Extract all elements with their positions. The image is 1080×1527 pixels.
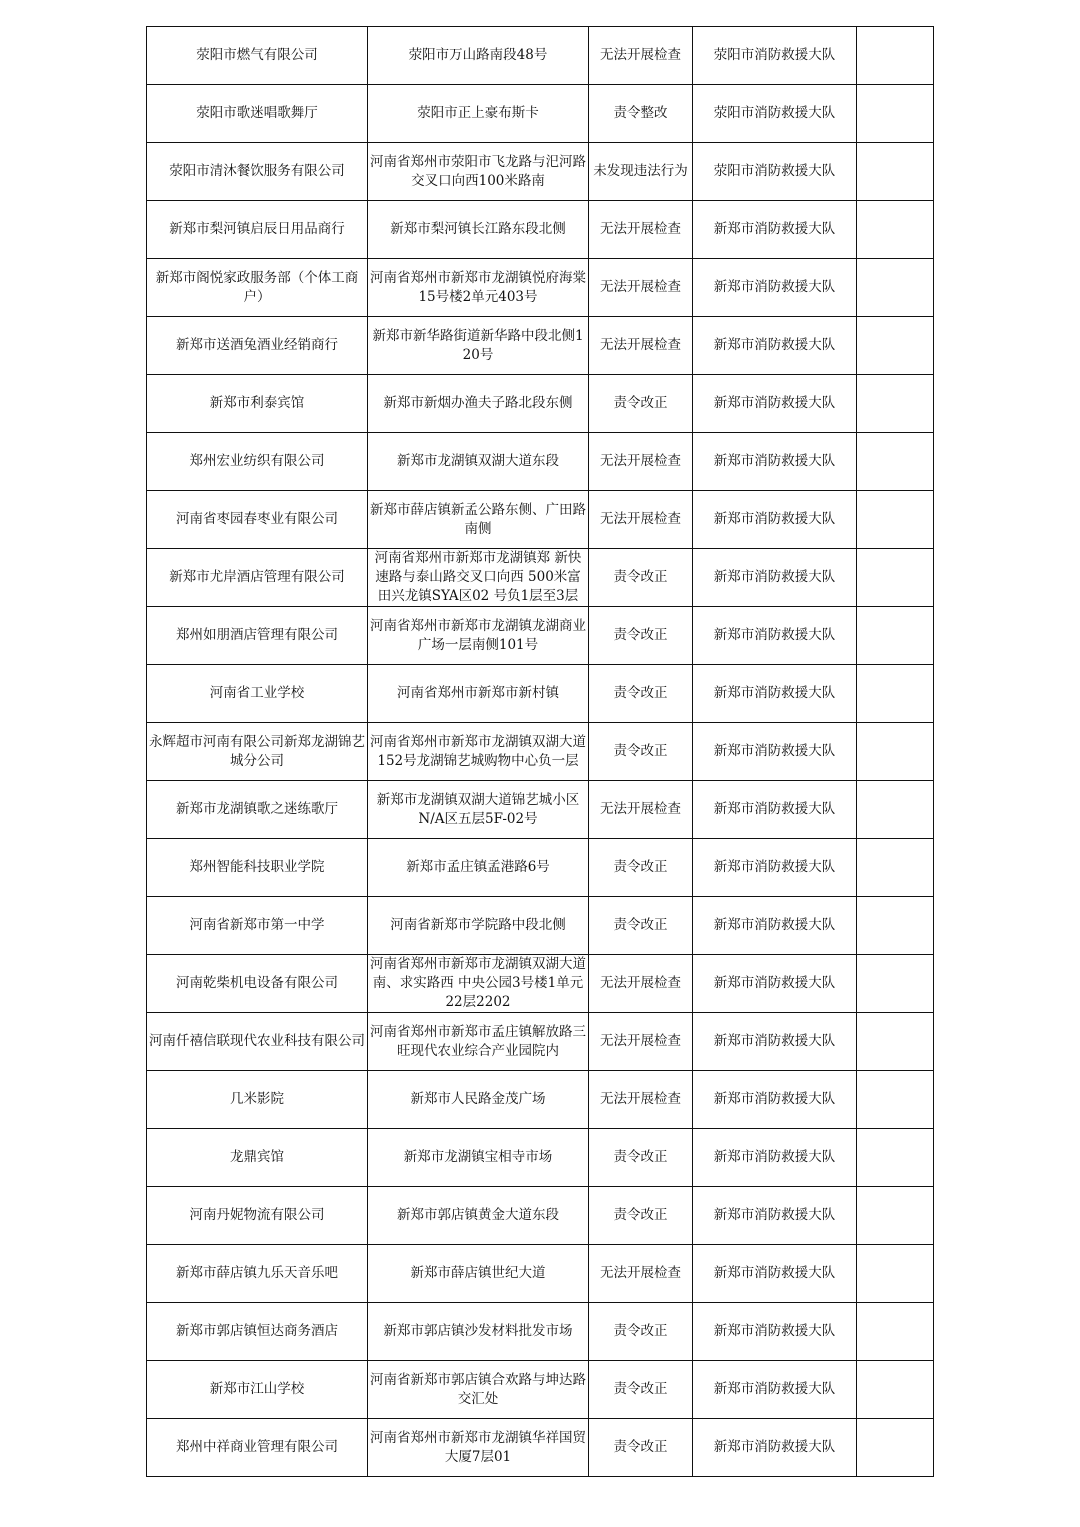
remark-cell — [857, 1187, 934, 1245]
table-row — [147, 1187, 934, 1245]
inspection-table — [146, 26, 934, 1477]
fire-brigade-cell: 新郑市消防救援大队 — [693, 375, 857, 433]
unit-name-cell: 郑州宏业纺织有限公司 — [147, 433, 368, 491]
address-cell: 新郑市龙湖镇宝相寺市场 — [368, 1129, 589, 1187]
remark-cell — [857, 1071, 934, 1129]
inspection-result-cell: 无法开展检查 — [589, 433, 693, 491]
remark-cell — [857, 781, 934, 839]
remark-cell — [857, 201, 934, 259]
unit-name-cell: 新郑市送酒兔酒业经销商行 — [147, 317, 368, 375]
remark-cell — [857, 955, 934, 1013]
table-row — [147, 1013, 934, 1071]
unit-name-cell: 郑州中祥商业管理有限公司 — [147, 1419, 368, 1477]
address-cell: 新郑市薛店镇新孟公路东侧、广田路南侧 — [368, 491, 589, 549]
inspection-result-cell: 责令改正 — [589, 375, 693, 433]
table-row — [147, 723, 934, 781]
table-row — [147, 897, 934, 955]
address-cell: 河南省郑州市新郑市孟庄镇解放路三旺现代农业综合产业园院内 — [368, 1013, 589, 1071]
inspection-result-cell: 责令改正 — [589, 897, 693, 955]
inspection-result-cell: 责令整改 — [589, 85, 693, 143]
table-row — [147, 549, 934, 607]
fire-brigade-cell: 新郑市消防救援大队 — [693, 317, 857, 375]
remark-cell — [857, 549, 934, 607]
inspection-result-cell: 责令改正 — [589, 549, 693, 607]
fire-brigade-cell: 荥阳市消防救援大队 — [693, 27, 857, 85]
inspection-result-cell: 无法开展检查 — [589, 27, 693, 85]
unit-name-cell: 郑州智能科技职业学院 — [147, 839, 368, 897]
remark-cell — [857, 665, 934, 723]
table-row — [147, 665, 934, 723]
fire-brigade-cell: 荥阳市消防救援大队 — [693, 85, 857, 143]
table-row — [147, 607, 934, 665]
unit-name-cell: 新郑市利泰宾馆 — [147, 375, 368, 433]
remark-cell — [857, 1245, 934, 1303]
table-row — [147, 1129, 934, 1187]
unit-name-cell: 新郑市龙湖镇歌之迷练歌厅 — [147, 781, 368, 839]
inspection-result-cell: 责令改正 — [589, 607, 693, 665]
table-row — [147, 781, 934, 839]
fire-brigade-cell: 新郑市消防救援大队 — [693, 1245, 857, 1303]
address-cell: 河南省郑州市新郑市龙湖镇悦府海棠15号楼2单元403号 — [368, 259, 589, 317]
table-row — [147, 27, 934, 85]
fire-brigade-cell: 新郑市消防救援大队 — [693, 259, 857, 317]
address-cell: 新郑市薛店镇世纪大道 — [368, 1245, 589, 1303]
unit-name-cell: 新郑市江山学校 — [147, 1361, 368, 1419]
remark-cell — [857, 723, 934, 781]
unit-name-cell: 荥阳市歌迷唱歌舞厅 — [147, 85, 368, 143]
inspection-result-cell: 无法开展检查 — [589, 491, 693, 549]
table-row — [147, 143, 934, 201]
fire-brigade-cell: 新郑市消防救援大队 — [693, 839, 857, 897]
fire-brigade-cell: 新郑市消防救援大队 — [693, 201, 857, 259]
address-cell: 河南省郑州市荥阳市飞龙路与汜河路交叉口向西100米路南 — [368, 143, 589, 201]
table-row — [147, 259, 934, 317]
unit-name-cell: 新郑市郭店镇恒达商务酒店 — [147, 1303, 368, 1361]
address-cell: 河南省郑州市新郑市龙湖镇龙湖商业广场一层南侧101号 — [368, 607, 589, 665]
unit-name-cell: 河南仟禧信联现代农业科技有限公司 — [147, 1013, 368, 1071]
address-cell: 河南省郑州市新郑市龙湖镇郑 新快速路与泰山路交叉口向西 500米富田兴龙镇SYA区02 号负1层至3层 — [368, 549, 589, 607]
inspection-result-cell: 责令改正 — [589, 1129, 693, 1187]
table-row — [147, 85, 934, 143]
fire-brigade-cell: 新郑市消防救援大队 — [693, 1129, 857, 1187]
inspection-result-cell: 责令改正 — [589, 1419, 693, 1477]
unit-name-cell: 荥阳市清沐餐饮服务有限公司 — [147, 143, 368, 201]
fire-brigade-cell: 新郑市消防救援大队 — [693, 781, 857, 839]
address-cell: 新郑市孟庄镇孟港路6号 — [368, 839, 589, 897]
fire-brigade-cell: 新郑市消防救援大队 — [693, 433, 857, 491]
unit-name-cell: 河南乾柴机电设备有限公司 — [147, 955, 368, 1013]
address-cell: 河南省郑州市新郑市龙湖镇双湖大道152号龙湖锦艺城购物中心负一层 — [368, 723, 589, 781]
inspection-result-cell: 责令改正 — [589, 665, 693, 723]
remark-cell — [857, 433, 934, 491]
fire-brigade-cell: 新郑市消防救援大队 — [693, 665, 857, 723]
unit-name-cell: 新郑市尤岸酒店管理有限公司 — [147, 549, 368, 607]
fire-brigade-cell: 新郑市消防救援大队 — [693, 549, 857, 607]
address-cell: 河南省郑州市新郑市龙湖镇双湖大道南、求实路西 中央公园3号楼1单元22层2202 — [368, 955, 589, 1013]
inspection-result-cell: 无法开展检查 — [589, 317, 693, 375]
table-row — [147, 491, 934, 549]
table-row — [147, 1303, 934, 1361]
address-cell: 新郑市梨河镇长江路东段北侧 — [368, 201, 589, 259]
remark-cell — [857, 491, 934, 549]
address-cell: 河南省新郑市学院路中段北侧 — [368, 897, 589, 955]
address-cell: 新郑市龙湖镇双湖大道锦艺城小区N/A区五层5F-02号 — [368, 781, 589, 839]
unit-name-cell: 河南省工业学校 — [147, 665, 368, 723]
fire-brigade-cell: 新郑市消防救援大队 — [693, 955, 857, 1013]
inspection-table-sheet — [146, 26, 933, 1477]
table-row — [147, 955, 934, 1013]
address-cell: 新郑市新烟办渔夫子路北段东侧 — [368, 375, 589, 433]
remark-cell — [857, 27, 934, 85]
unit-name-cell: 新郑市梨河镇启辰日用品商行 — [147, 201, 368, 259]
unit-name-cell: 荥阳市燃气有限公司 — [147, 27, 368, 85]
address-cell: 新郑市新华路街道新华路中段北侧120号 — [368, 317, 589, 375]
remark-cell — [857, 1361, 934, 1419]
unit-name-cell: 新郑市薛店镇九乐天音乐吧 — [147, 1245, 368, 1303]
table-row — [147, 1071, 934, 1129]
address-cell: 荥阳市万山路南段48号 — [368, 27, 589, 85]
unit-name-cell: 河南省枣园春枣业有限公司 — [147, 491, 368, 549]
fire-brigade-cell: 新郑市消防救援大队 — [693, 897, 857, 955]
address-cell: 河南省新郑市郭店镇合欢路与坤达路交汇处 — [368, 1361, 589, 1419]
inspection-result-cell: 责令改正 — [589, 723, 693, 781]
inspection-result-cell: 无法开展检查 — [589, 1013, 693, 1071]
remark-cell — [857, 607, 934, 665]
inspection-result-cell: 无法开展检查 — [589, 259, 693, 317]
address-cell: 河南省郑州市新郑市新村镇 — [368, 665, 589, 723]
address-cell: 新郑市郭店镇黄金大道东段 — [368, 1187, 589, 1245]
fire-brigade-cell: 荥阳市消防救援大队 — [693, 143, 857, 201]
unit-name-cell: 龙鼎宾馆 — [147, 1129, 368, 1187]
address-cell: 荥阳市正上豪布斯卡 — [368, 85, 589, 143]
fire-brigade-cell: 新郑市消防救援大队 — [693, 1071, 857, 1129]
unit-name-cell: 河南丹妮物流有限公司 — [147, 1187, 368, 1245]
address-cell: 新郑市人民路金茂广场 — [368, 1071, 589, 1129]
inspection-result-cell: 无法开展检查 — [589, 781, 693, 839]
address-cell: 新郑市龙湖镇双湖大道东段 — [368, 433, 589, 491]
fire-brigade-cell: 新郑市消防救援大队 — [693, 491, 857, 549]
unit-name-cell: 河南省新郑市第一中学 — [147, 897, 368, 955]
inspection-result-cell: 责令改正 — [589, 1187, 693, 1245]
unit-name-cell: 郑州如朋酒店管理有限公司 — [147, 607, 368, 665]
unit-name-cell: 永辉超市河南有限公司新郑龙湖锦艺城分公司 — [147, 723, 368, 781]
remark-cell — [857, 897, 934, 955]
table-row — [147, 433, 934, 491]
table-row — [147, 1361, 934, 1419]
table-row — [147, 1245, 934, 1303]
fire-brigade-cell: 新郑市消防救援大队 — [693, 1303, 857, 1361]
inspection-result-cell: 责令改正 — [589, 1361, 693, 1419]
unit-name-cell: 新郑市阁悦家政服务部（个体工商户） — [147, 259, 368, 317]
remark-cell — [857, 375, 934, 433]
address-cell: 河南省郑州市新郑市龙湖镇华祥国贸大厦7层01 — [368, 1419, 589, 1477]
remark-cell — [857, 1419, 934, 1477]
inspection-result-cell: 无法开展检查 — [589, 955, 693, 1013]
inspection-result-cell: 未发现违法行为 — [589, 143, 693, 201]
inspection-result-cell: 无法开展检查 — [589, 1245, 693, 1303]
table-row — [147, 839, 934, 897]
table-row — [147, 1419, 934, 1477]
unit-name-cell: 几米影院 — [147, 1071, 368, 1129]
remark-cell — [857, 143, 934, 201]
address-cell: 新郑市郭店镇沙发材料批发市场 — [368, 1303, 589, 1361]
inspection-result-cell: 无法开展检查 — [589, 1071, 693, 1129]
remark-cell — [857, 1129, 934, 1187]
table-row — [147, 375, 934, 433]
inspection-result-cell: 责令改正 — [589, 839, 693, 897]
remark-cell — [857, 317, 934, 375]
inspection-table-body — [147, 27, 934, 1477]
fire-brigade-cell: 新郑市消防救援大队 — [693, 1187, 857, 1245]
inspection-result-cell: 责令改正 — [589, 1303, 693, 1361]
remark-cell — [857, 839, 934, 897]
fire-brigade-cell: 新郑市消防救援大队 — [693, 1013, 857, 1071]
table-row — [147, 201, 934, 259]
remark-cell — [857, 259, 934, 317]
fire-brigade-cell: 新郑市消防救援大队 — [693, 1361, 857, 1419]
inspection-result-cell: 无法开展检查 — [589, 201, 693, 259]
remark-cell — [857, 1013, 934, 1071]
fire-brigade-cell: 新郑市消防救援大队 — [693, 723, 857, 781]
remark-cell — [857, 1303, 934, 1361]
remark-cell — [857, 85, 934, 143]
fire-brigade-cell: 新郑市消防救援大队 — [693, 607, 857, 665]
table-row — [147, 317, 934, 375]
fire-brigade-cell: 新郑市消防救援大队 — [693, 1419, 857, 1477]
